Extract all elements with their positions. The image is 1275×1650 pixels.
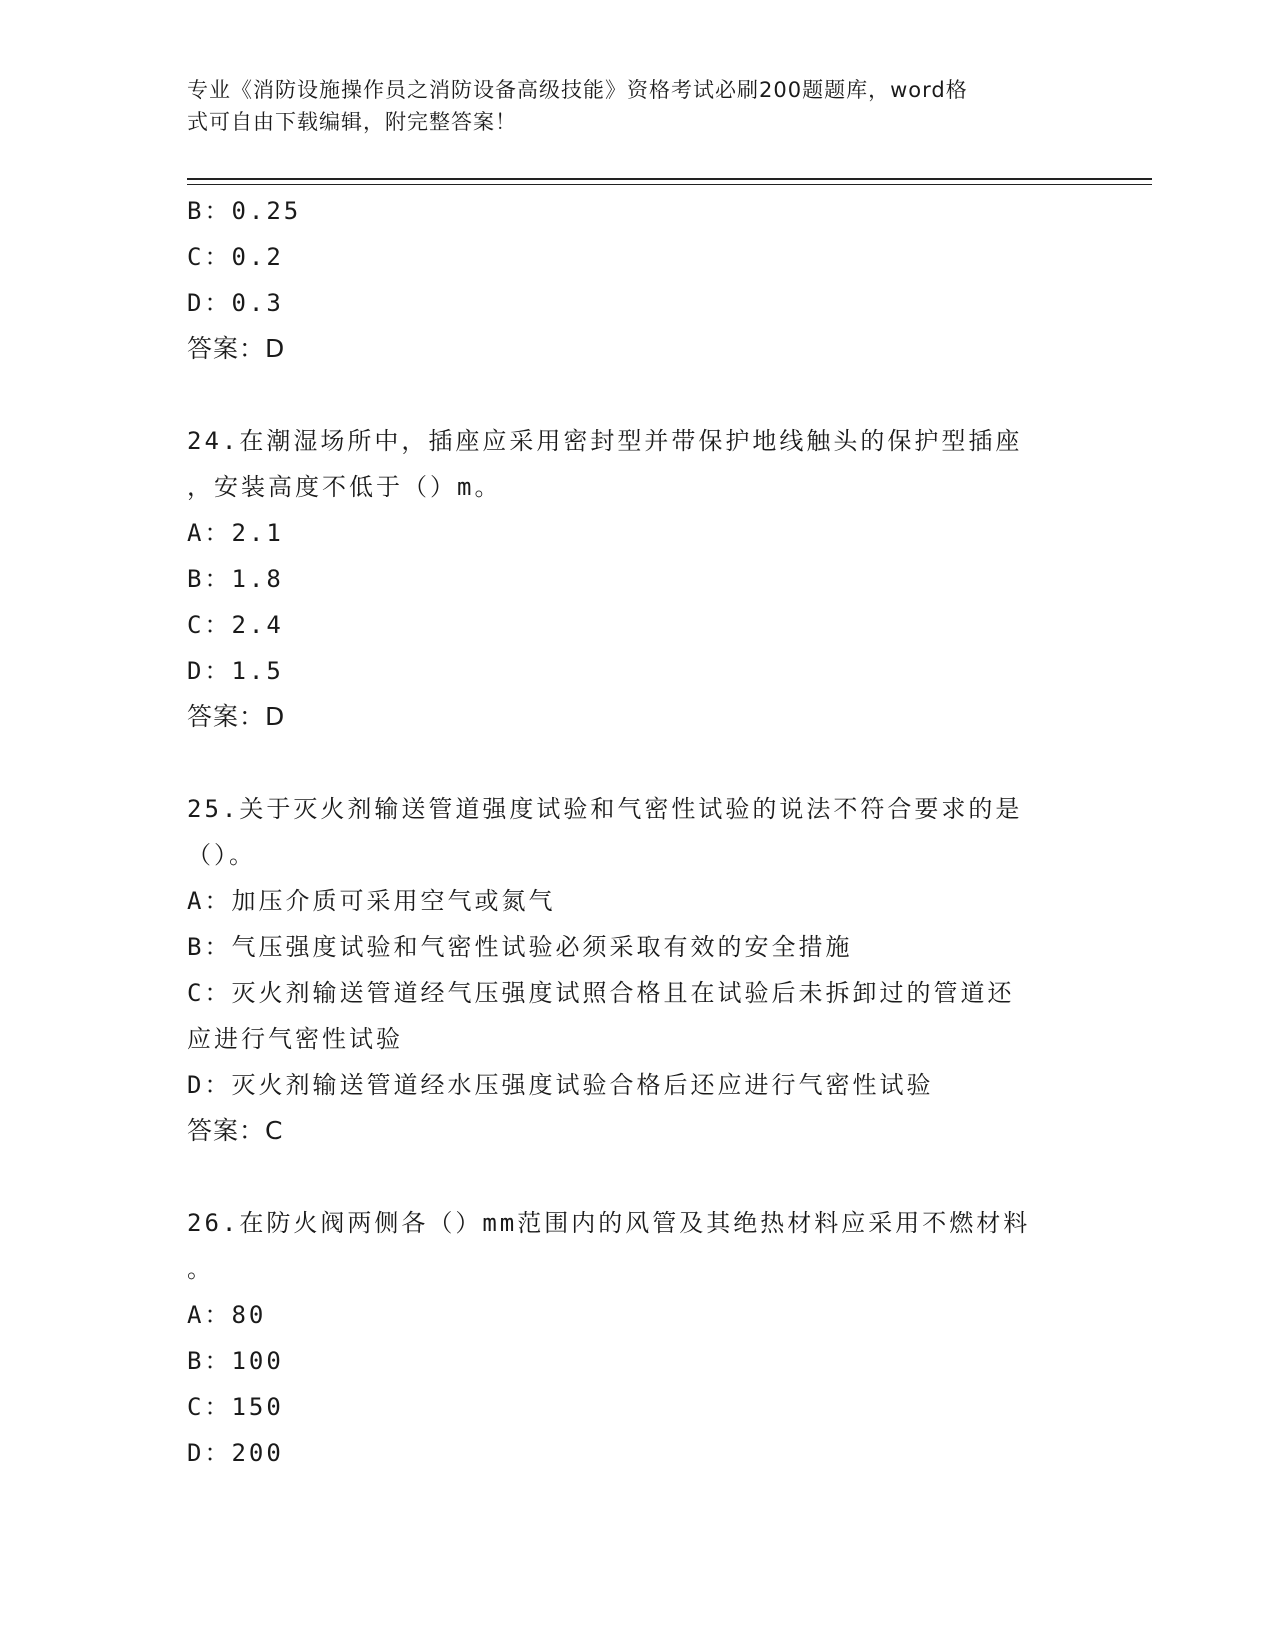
question-stem-line: （）。	[187, 841, 256, 869]
option-a: A：加压介质可采用空气或氮气	[187, 887, 556, 915]
option-c: C：灭火剂输送管道经气压强度试照合格且在试验后未拆卸过的管道还	[187, 979, 1015, 1007]
question-stem-line: 25.关于灭火剂输送管道强度试验和气密性试验的说法不符合要求的是	[187, 795, 1023, 823]
document-header	[187, 74, 1077, 138]
option-c: C：2.4	[187, 611, 284, 639]
answer-line: 答案：C	[187, 1116, 284, 1145]
option-d: D：200	[187, 1439, 284, 1467]
option-b: B：气压强度试验和气密性试验必须采取有效的安全措施	[187, 933, 853, 961]
option-c: C：0.2	[187, 243, 284, 271]
header-divider-thin	[187, 184, 1152, 185]
option-d: D：0.3	[187, 289, 284, 317]
option-d: D：1.5	[187, 657, 284, 685]
answer-line: 答案：D	[187, 334, 286, 363]
question-25	[187, 786, 1087, 1154]
question-stem-line: 24.在潮湿场所中，插座应采用密封型并带保护地线触头的保护型插座	[187, 427, 1023, 455]
question-stem-line: 。	[187, 1255, 214, 1283]
option-c: C：150	[187, 1393, 284, 1421]
option-b: B：100	[187, 1347, 284, 1375]
answer-line: 答案：D	[187, 702, 286, 731]
question-26	[187, 1200, 1087, 1476]
question-24	[187, 418, 1087, 740]
option-d: D：灭火剂输送管道经水压强度试验合格后还应进行气密性试验	[187, 1071, 934, 1099]
header-line-1: 专业《消防设施操作员之消防设备高级技能》资格考试必刷200题题库，word格	[187, 78, 968, 102]
question-content	[187, 188, 1087, 1476]
option-a: A：2.1	[187, 519, 284, 547]
option-c-continued: 应进行气密性试验	[187, 1025, 403, 1053]
question-stem-line: 26.在防火阀两侧各（）mm范围内的风管及其绝热材料应采用不燃材料	[187, 1209, 1031, 1237]
question-23	[187, 188, 1087, 372]
option-a: A：80	[187, 1301, 267, 1329]
header-divider-thick	[187, 178, 1152, 180]
option-b: B：1.8	[187, 565, 284, 593]
option-b: B：0.25	[187, 197, 302, 225]
question-stem-line: ，安装高度不低于（）m。	[187, 473, 502, 501]
header-line-2: 式可自由下载编辑，附完整答案！	[187, 110, 517, 134]
